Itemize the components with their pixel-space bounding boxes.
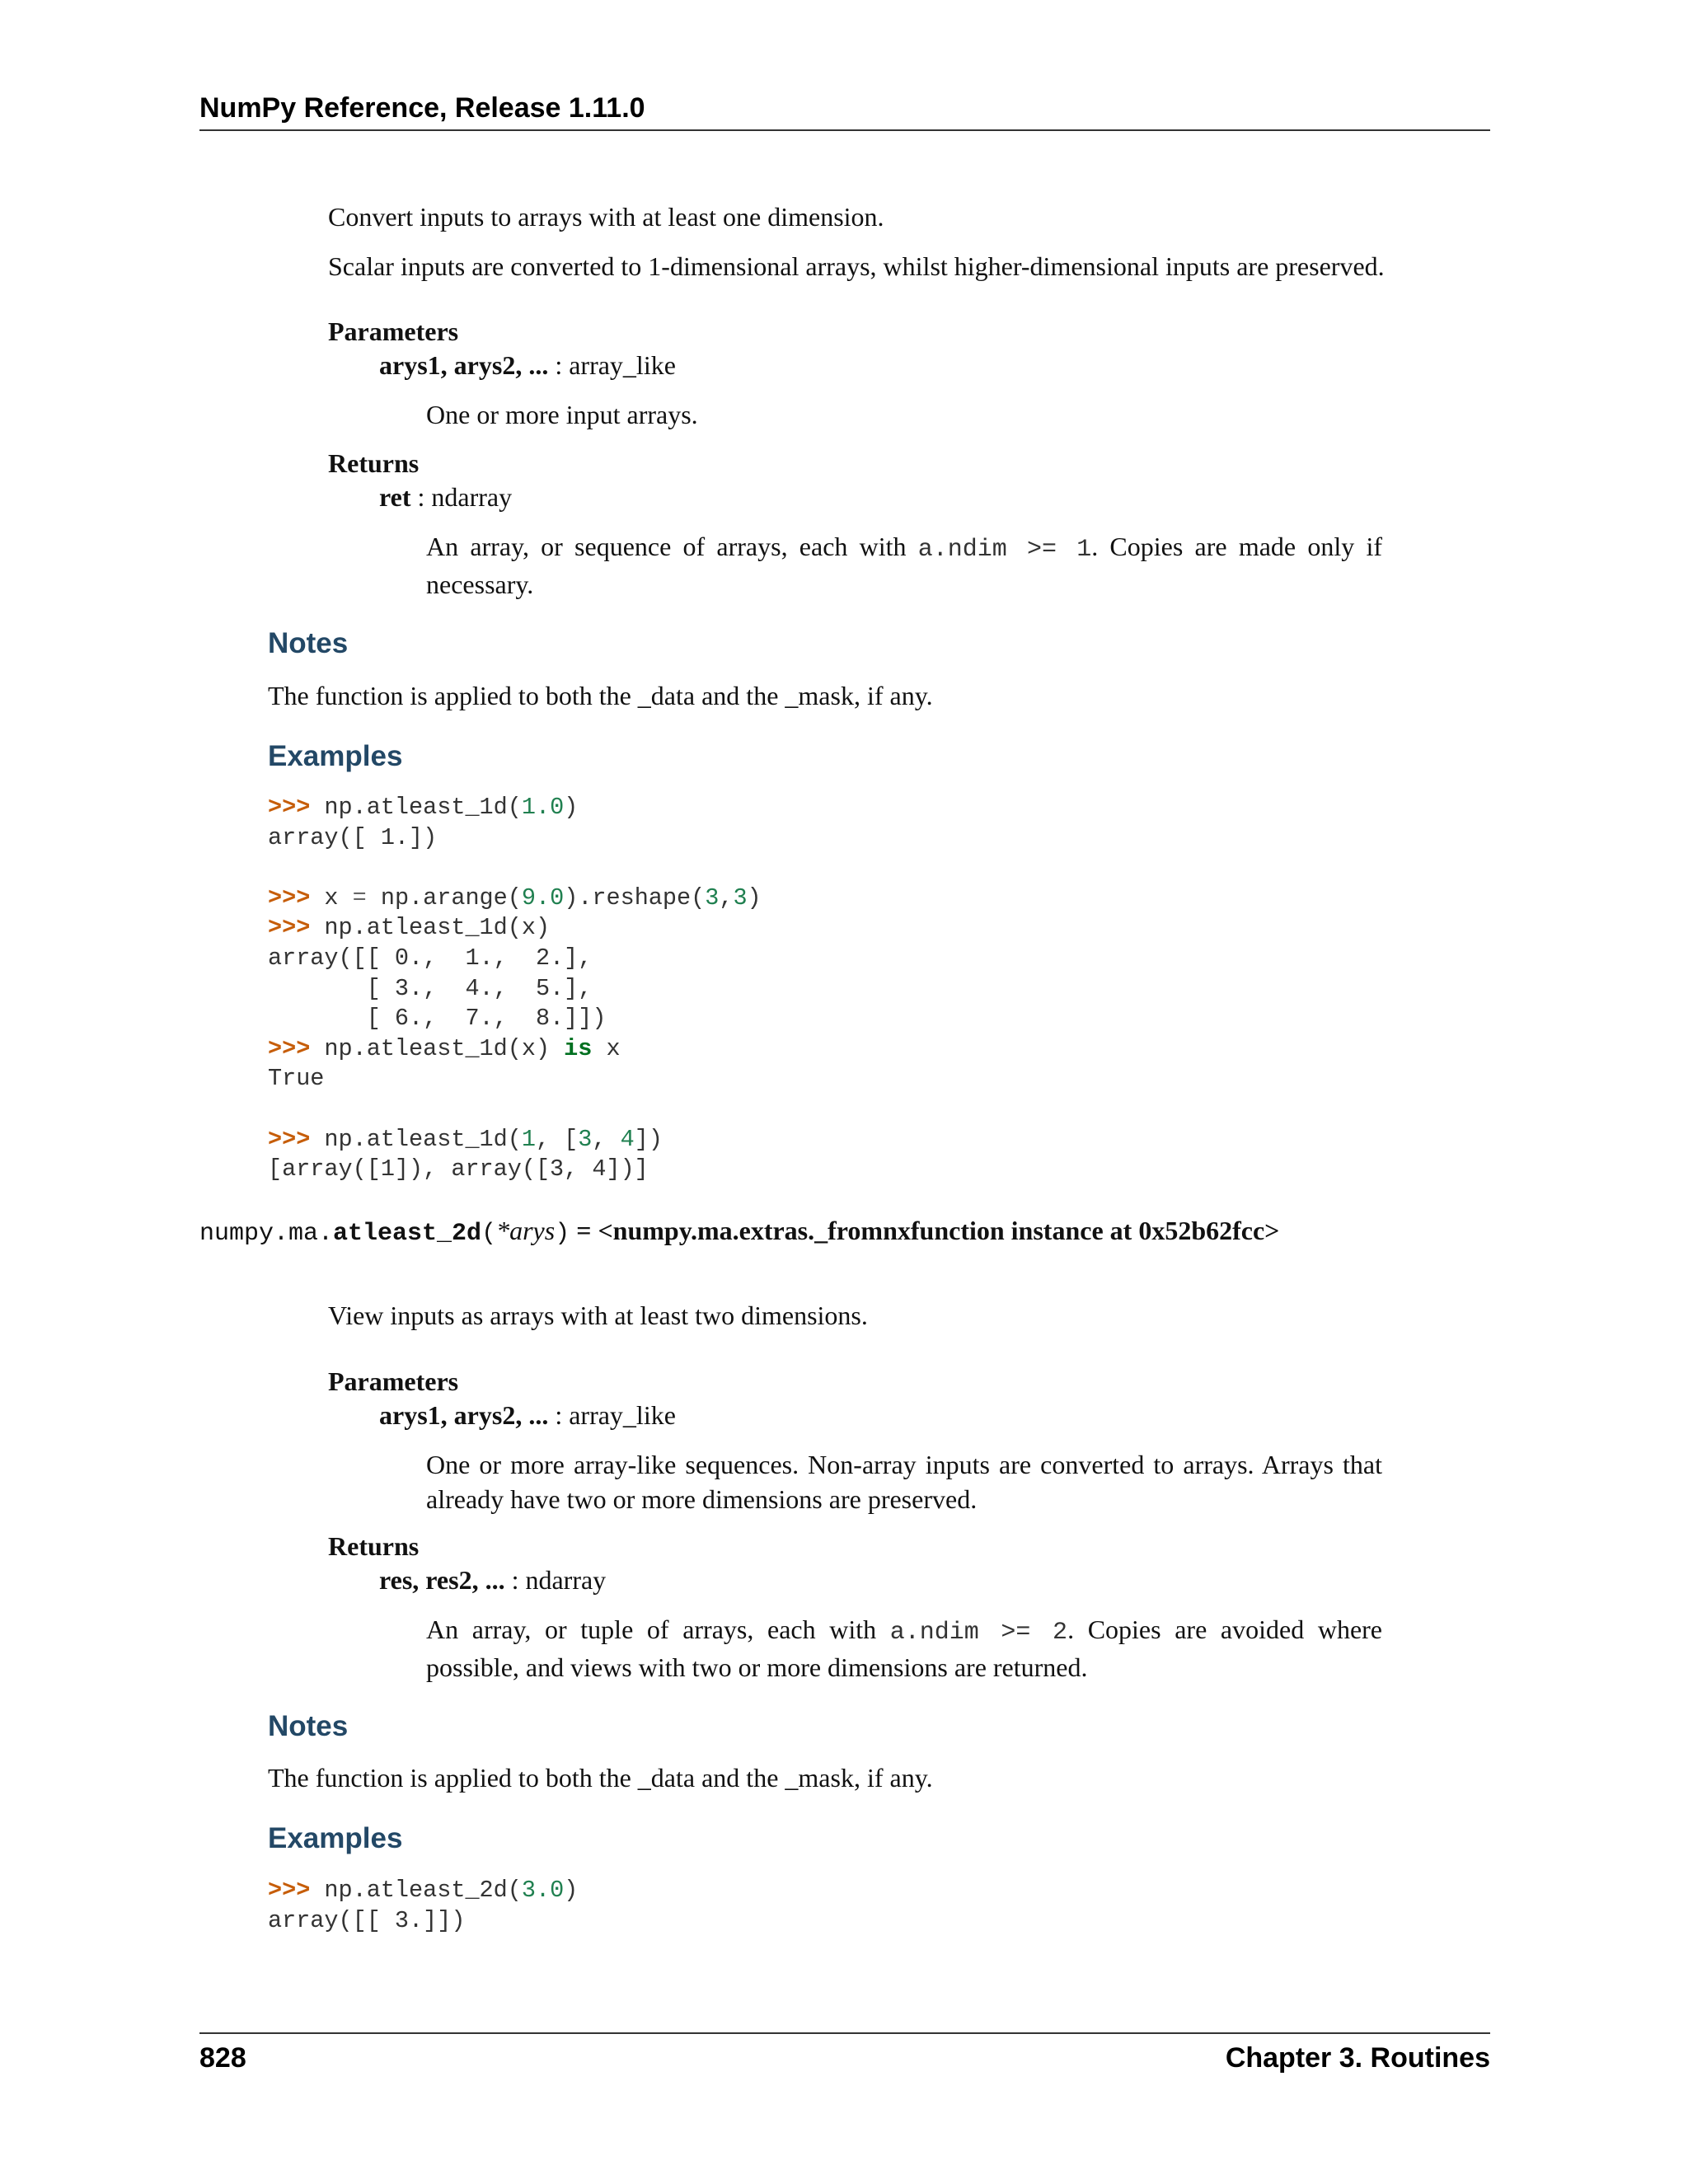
parameter-separator: : (548, 1400, 570, 1430)
signature-rest: = <numpy.ma.extras._fromnxfunction instance at 0x52b62fcc> (570, 1216, 1280, 1245)
code-output: array([[ 3.]]) (268, 1906, 466, 1934)
parameter-separator: : (548, 350, 570, 380)
return-description: An array, or tuple of arrays, each with a.ndim >= 2. Copies are avoided where possible, and views with two or more dimensions are returned. (426, 1615, 1383, 1682)
code-example-block (268, 1876, 578, 1936)
signature-args: *arys (496, 1216, 556, 1245)
code-output: [ 3., 4., 5.], (268, 974, 593, 1002)
code-output: array([[ 0., 1., 2.], (268, 944, 593, 972)
return-entry (379, 480, 512, 514)
running-header-title: NumPy Reference, Release 1.11.0 (199, 92, 645, 124)
code-output: array([ 1.]) (268, 823, 438, 851)
code-output: [array([1]), array([3, 4])] (268, 1155, 649, 1183)
code-example-block (268, 793, 762, 1185)
parameter-entry (379, 348, 676, 382)
parameter-description: One or more input arrays. (426, 400, 698, 429)
parameters-heading: Parameters (328, 1366, 459, 1396)
summary-text: View inputs as arrays with at least two dimensions. (328, 1301, 868, 1330)
function-signature: numpy.ma.atleast_2d(*arys) = <numpy.ma.extras._fromnxfunction instance at 0x52b62fcc> (199, 1216, 1280, 1248)
inline-code: a.ndim >= 2 (889, 1619, 1068, 1647)
return-entry (379, 1563, 606, 1597)
return-name: ret (379, 482, 411, 512)
return-type: ndarray (525, 1565, 607, 1595)
notes-text: The function is applied to both the _data and the _mask, if any. (268, 1763, 933, 1793)
code-line: >>> np.atleast_2d(3.0) (268, 1877, 579, 1904)
code-line: >>> x = np.arange(9.0).reshape(3,3) (268, 883, 762, 912)
notes-text: The function is applied to both the _data and the _mask, if any. (268, 681, 933, 710)
description-text: Scalar inputs are converted to 1-dimensional arrays, whilst higher-dimensional inputs are preserved. (328, 251, 1385, 281)
code-line: >>> np.atleast_1d(x) (268, 914, 551, 942)
parameter-type: array_like (569, 1400, 676, 1430)
parameter-name: arys1, arys2, ... (379, 1400, 549, 1430)
return-separator: : (410, 482, 432, 512)
chapter-title: Chapter 3. Routines (1225, 2042, 1490, 2074)
header-rule (199, 129, 1490, 131)
summary-text: Convert inputs to arrays with at least one dimension. (328, 202, 884, 232)
returns-heading: Returns (328, 448, 420, 478)
parameter-name: arys1, arys2, ... (379, 350, 549, 380)
returns-heading: Returns (328, 1531, 420, 1561)
footer-rule (199, 2032, 1490, 2034)
notes-heading: Notes (268, 1710, 349, 1742)
code-line: >>> np.atleast_1d(1.0) (268, 794, 579, 821)
examples-heading: Examples (268, 740, 403, 772)
parameter-type: array_like (569, 350, 676, 380)
code-line: >>> np.atleast_1d(x) is x (268, 1034, 621, 1062)
return-description: An array, or sequence of arrays, each with a.ndim >= 1. Copies are made only if necessary. (426, 532, 1382, 599)
examples-heading: Examples (268, 1822, 403, 1854)
code-output: True (268, 1065, 325, 1093)
page-number: 828 (199, 2042, 246, 2074)
inline-code: a.ndim >= 1 (917, 536, 1092, 564)
parameter-description: One or more array-like sequences. Non-array inputs are converted to arrays. Arrays that already have two or more dimensions are preserved. (426, 1450, 1382, 1514)
parameters-heading: Parameters (328, 316, 459, 346)
code-line: >>> np.atleast_1d(1, [3, 4]) (268, 1125, 663, 1153)
notes-heading: Notes (268, 627, 349, 659)
parameter-entry (379, 1398, 676, 1432)
return-separator: : (504, 1565, 526, 1595)
code-output: [ 6., 7., 8.]]) (268, 1005, 607, 1033)
return-type: ndarray (431, 482, 513, 512)
signature-module: numpy.ma. (199, 1220, 334, 1248)
signature-name: atleast_2d (333, 1220, 482, 1248)
return-name: res, res2, ... (379, 1565, 505, 1595)
